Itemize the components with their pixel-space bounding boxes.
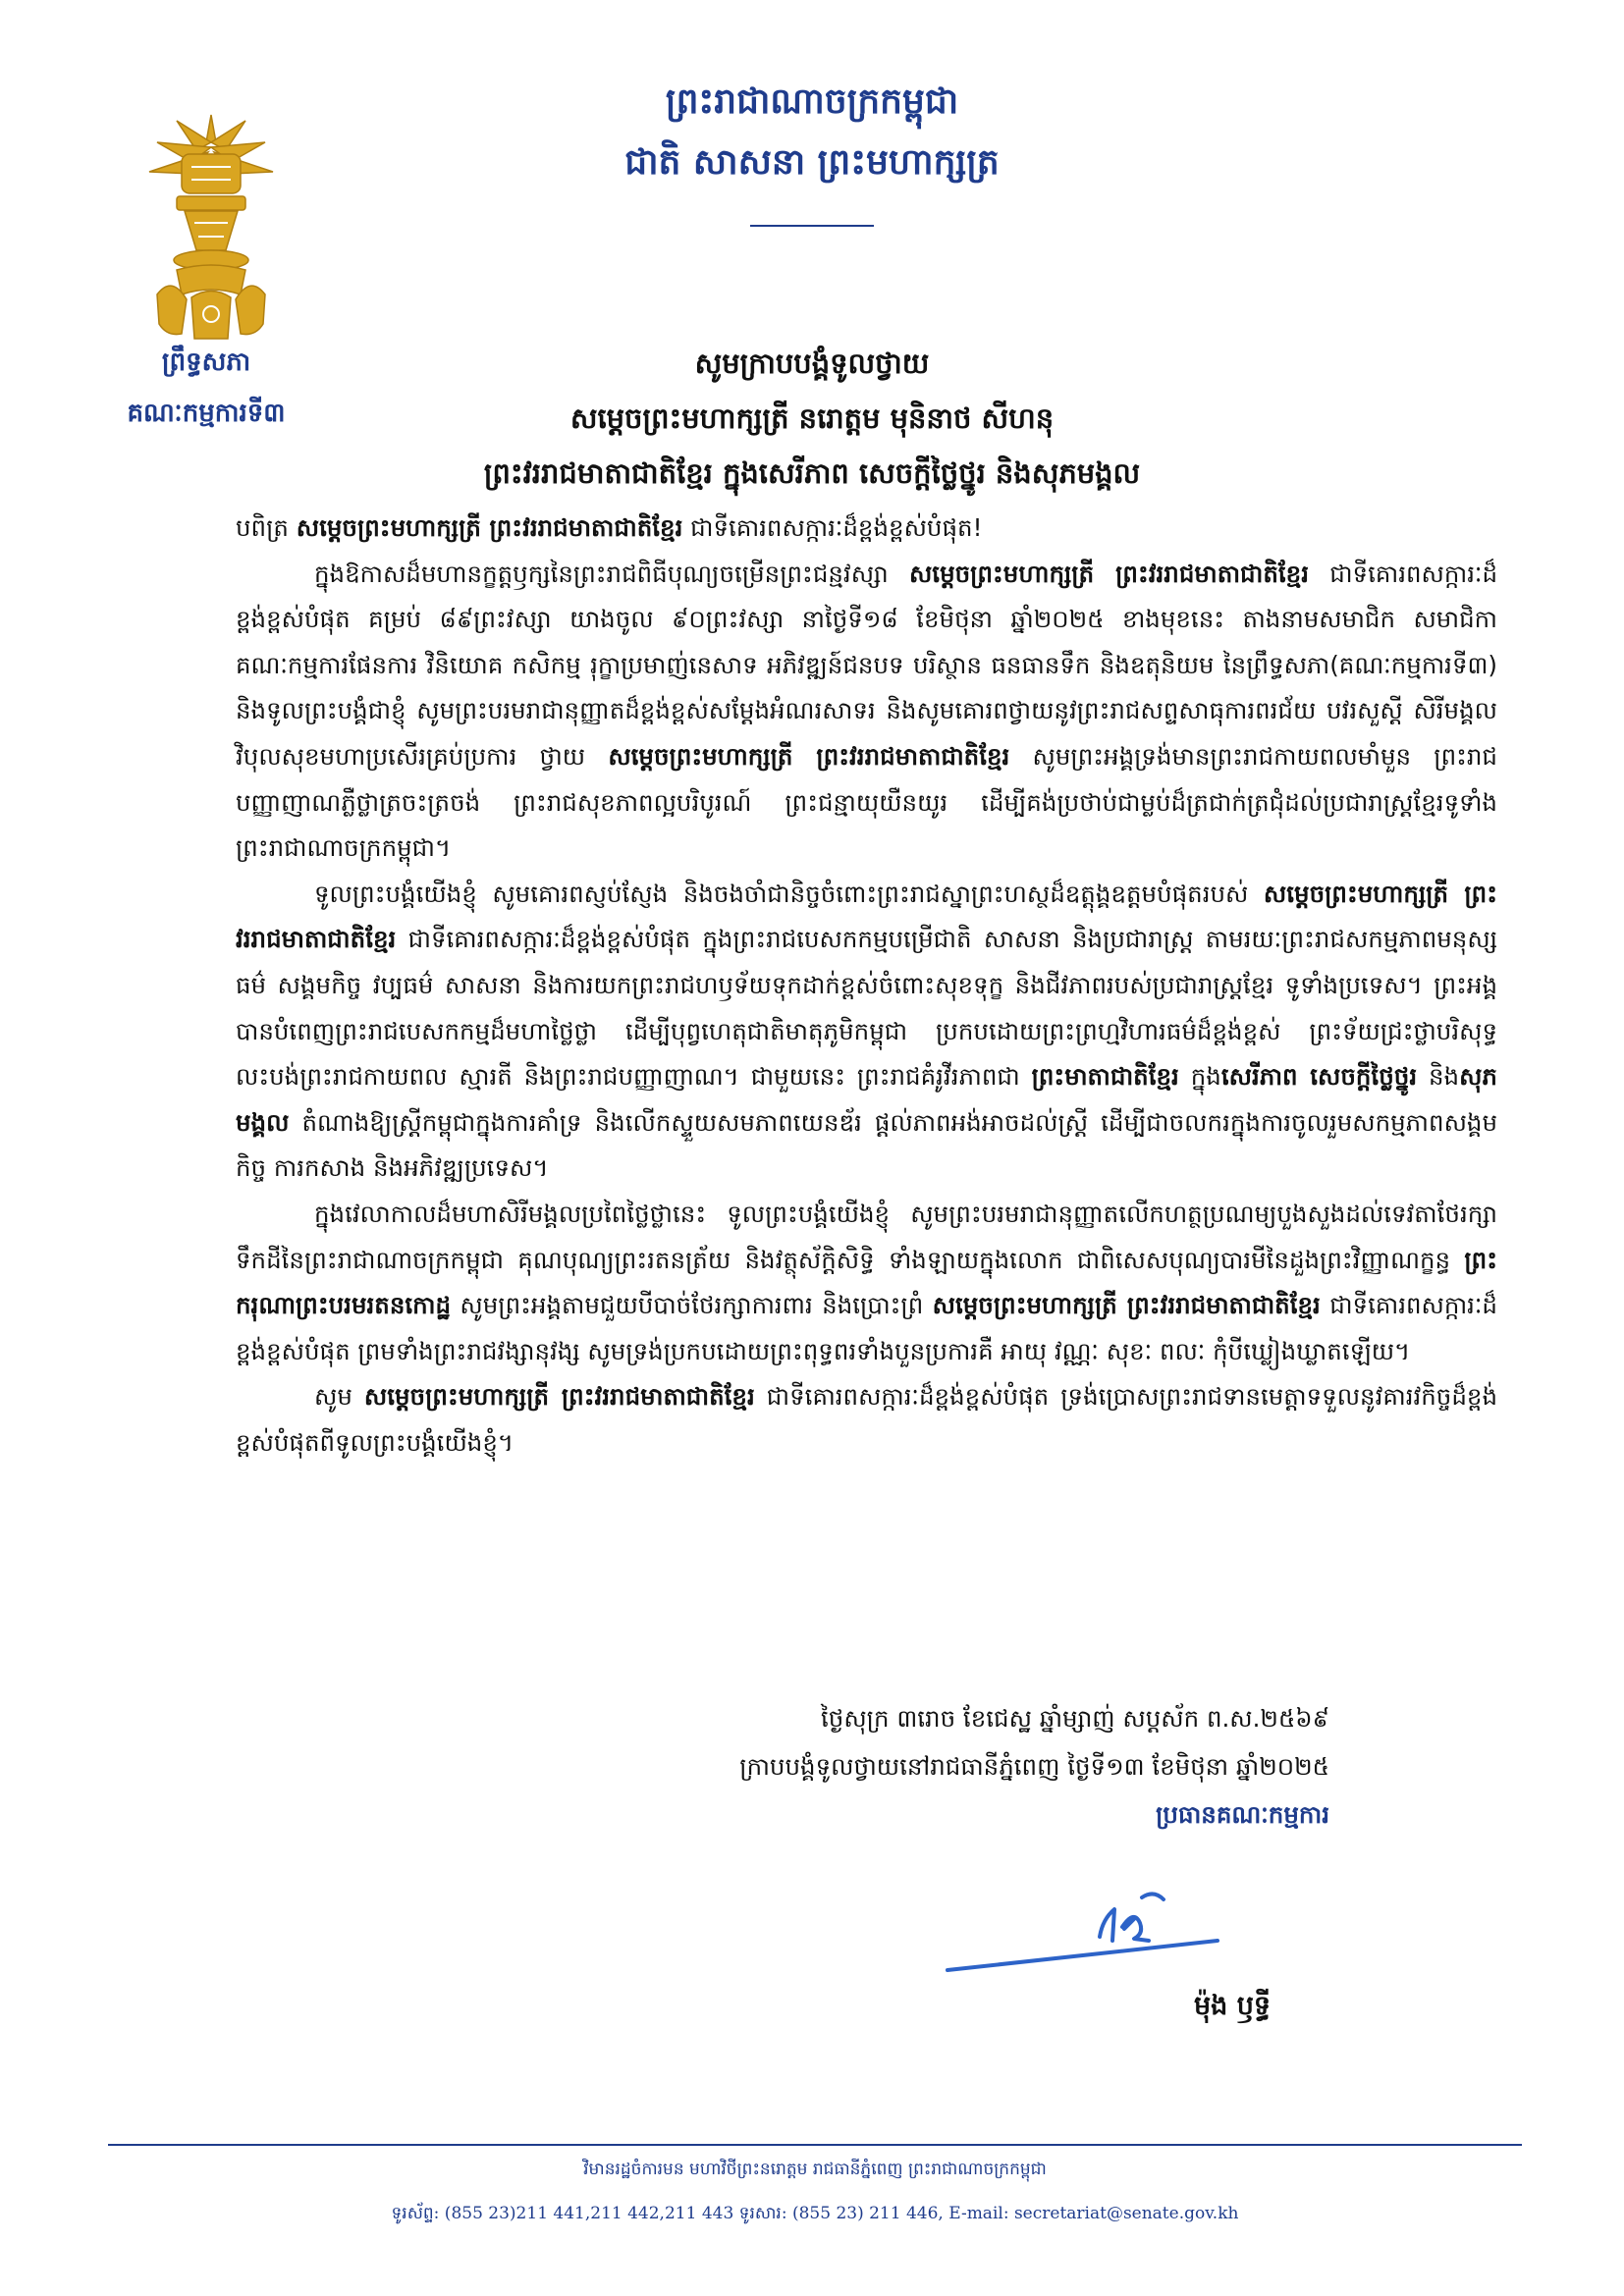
footer-contact: ទូរស័ព្ទ: (855 23)211 441,211 442,211 443 ទូរសារ: (855 23) 211 446, E-mail: secretariat@senate.gov.kh (391, 2204, 1239, 2223)
paragraph-1 (236, 552, 1497, 872)
signer-title: ប្រធានគណៈកម្មការ (1156, 1800, 1329, 1829)
signature-icon (938, 1880, 1222, 1988)
p1-text-a: ក្នុងឱកាសដ៏មហានក្ខត្តឫក្សនៃព្រះរាជពិធីបុណ្យចម្រើនព្រះជន្មវស្សា (314, 559, 909, 588)
committee-name: គណៈកម្មការទី៣ (127, 399, 286, 428)
p2-text-a: ទូលព្រះបង្គំយើងខ្ញុំ សូមគោរពស្ញប់ស្ញែង និងចងចាំជានិច្ចចំពោះព្រះរាជស្នាព្រះហស្ថដ៏ឧត្តុង្គឧត្តមបំផុតរបស់ (314, 879, 1264, 908)
senate-emblem-icon (147, 113, 275, 344)
p3-text-b: សូមព្រះអង្គតាមជួយបីបាច់ថែរក្សាការពារ និងប្រោះព្រំ (451, 1291, 933, 1320)
footer-address: វិមានរដ្ឋចំការមន មហាវិថីព្រះនរោត្តម រាជធានីភ្នំពេញ ព្រះរាជាណាចក្រកម្ពុជា (583, 2160, 1047, 2179)
p4-name: សម្តេចព្រះមហាក្សត្រី ព្រះវររាជមាតាជាតិខ្មែរ (363, 1382, 755, 1412)
salutation-name: សម្តេចព្រះមហាក្សត្រី ព្រះវររាជមាតាជាតិខ្មែរ (296, 513, 683, 542)
salutation-post: ជាទីគោរពសក្ការៈដ៏ខ្ពង់ខ្ពស់បំផុត! (682, 513, 983, 542)
p2-text-e: តំណាងឱ្យស្ត្រីកម្ពុជាក្នុងការគាំទ្រ និងលើកស្ទួយសមភាពយេនឌ័រ ផ្តល់ភាពអង់អាចដល់ស្ត្រី ដើម្បីជាចលករក្នុងការចូលរួមសកម្មភាពសង្គមកិច្ច ការកសាង និងអភិវឌ្ឍប្រទេស។ (236, 1107, 1497, 1183)
p3-king: ព្រះករុណាព្រះបរមរតនកោដ្ឋ (236, 1245, 1497, 1320)
header-divider (750, 225, 874, 227)
signer-name: ម៉ុង ឫទ្ធី (1194, 1991, 1271, 2021)
p2-mother: ព្រះមាតាជាតិខ្មែរ (1031, 1062, 1179, 1092)
title-line-3: ព្រះវររាជមាតាជាតិខ្មែរ ក្នុងសេរីភាព សេចក្តីថ្លៃថ្នូរ និងសុភមង្គល (483, 456, 1141, 490)
p2-name: សម្តេចព្រះមហាក្សត្រី ព្រះវររាជមាតាជាតិខ្មែរ (236, 879, 1497, 954)
p3-name: សម្តេចព្រះមហាក្សត្រី ព្រះវររាជមាតាជាតិខ្មែរ (932, 1291, 1321, 1320)
p1-text-c: សូមព្រះអង្គទ្រង់មានព្រះរាជកាយពលមាំមួន ព្រះរាជបញ្ញាញាណភ្លឺថ្លាត្រចះត្រចង់ ព្រះរាជសុខភាពល្អបរិបូរណ៍ ព្រះជន្មាយុយឺនយូរ ដើម្បីគង់ប្រថាប់ជាម្លប់ដ៏ត្រជាក់ត្រជុំដល់ប្រជារាស្ត្រខ្មែរទូទាំងព្រះរាជាណាចក្រកម្ពុជា។ (236, 741, 1497, 863)
salutation-pre: បពិត្រ (236, 513, 297, 542)
paragraph-3 (236, 1192, 1497, 1374)
p1-name-2: សម្តេចព្រះមហាក្សត្រី ព្រះវររាជមាតាជាតិខ្មែរ (608, 741, 1010, 771)
title-line-1: សូមក្រាបបង្គំទូលថ្វាយ (694, 347, 930, 380)
motto-heading: ជាតិ សាសនា ព្រះមហាក្សត្រ (624, 142, 1000, 183)
p1-text-b: ជាទីគោរពសក្ការៈដ៏ខ្ពង់ខ្ពស់បំផុត គម្រប់ ៨៩ព្រះវស្សា យាងចូល ៩០ព្រះវស្សា នាថ្ងៃទី១៨ ខែមិថុនា ឆ្នាំ២០២៥ ខាងមុខនេះ តាងនាមសមាជិក សមាជិកាគណៈកម្មការផែនការ វិនិយោគ កសិកម្ម រុក្ខាប្រមាញ់នេសាទ អភិវឌ្ឍន៍ជនបទ បរិស្ថាន ធនធានទឹក និងឧតុនិយម នៃព្រឹទ្ធសភា(គណៈកម្មការទី៣) និងទូលព្រះបង្គំជាខ្ញុំ សូមព្រះបរមរាជានុញ្ញាតដ៏ខ្ពង់ខ្ពស់សម្តែងអំណរសាទរ និងសូមគោរពថ្វាយនូវព្រះរាជសព្ទសាធុការពរជ័យ បវរសួស្តី សិរីមង្គល វិបុលសុខមហាប្រសើរគ្រប់ប្រការ ថ្វាយ (236, 559, 1497, 771)
p4-text-b: ជាទីគោរពសក្ការៈដ៏ខ្ពង់ខ្ពស់បំផុត ទ្រង់ប្រោសព្រះរាជទានមេត្តាទទួលនូវគារវកិច្ចដ៏ខ្ពង់ខ្ពស់បំផុតពីទូលព្រះបង្គំយើងខ្ញុំ។ (236, 1382, 1497, 1457)
organization-name: ព្រឹទ្ធសភា (161, 347, 251, 377)
paragraph-4 (236, 1374, 1497, 1466)
p4-text-a: សូម (314, 1382, 364, 1412)
p2-text-d: និង (1417, 1062, 1460, 1092)
p1-name: សម្តេចព្រះមហាក្សត្រី ព្រះវររាជមាតាជាតិខ្មែរ (908, 559, 1310, 588)
p2-happiness: សុភមង្គល (236, 1062, 1497, 1137)
p3-text-a: ក្នុងវេលាកាលដ៏មហាសិរីមង្គលប្រពៃថ្លៃថ្លានេះ ទូលព្រះបង្គំយើងខ្ញុំ សូមព្រះបរមរាជានុញ្ញាតលើកហត្ថប្រណម្យបួងសួងដល់ទេវតាថែរក្សាទឹកដីនៃព្រះរាជាណាចក្រកម្ពុជា គុណបុណ្យព្រះរតនត្រ័យ និងវត្ថុស័ក្តិសិទ្ធិ ទាំងឡាយក្នុងលោក ជាពិសេសបុណ្យបារមីនៃដួងព្រះវិញ្ញាណក្ខន្ធ (236, 1199, 1497, 1274)
letter-body (236, 506, 1497, 1466)
salutation (236, 506, 1497, 552)
lunar-date: ថ្ងៃសុក្រ ៣រោច ខែជេស្ឋ ឆ្នាំម្សាញ់ សប្តស័ក ព.ស.២៥៦៩ (821, 1704, 1329, 1733)
paragraph-2 (236, 872, 1497, 1192)
p2-text-c: ក្នុង (1178, 1062, 1221, 1092)
kingdom-heading: ព្រះរាជាណាចក្រកម្ពុជា (665, 81, 959, 122)
title-line-2: សម្តេចព្រះមហាក្សត្រី នរោត្តម មុនិនាថ សីហនុ (569, 401, 1055, 435)
p2-freedom: សេរីភាព សេចក្តីថ្លៃថ្នូរ (1220, 1062, 1418, 1092)
p2-text-b: ជាទីគោរពសក្ការៈដ៏ខ្ពង់ខ្ពស់បំផុត ក្នុងព្រះរាជបេសកកម្មបម្រើជាតិ សាសនា និងប្រជារាស្ត្រ តាមរយៈព្រះរាជសកម្មភាពមនុស្សធម៌ សង្គមកិច្ច វប្បធម៌ សាសនា និងការយកព្រះរាជហឫទ័យទុកដាក់ខ្ពស់ចំពោះសុខទុក្ខ និងជីវភាពរបស់ប្រជារាស្ត្រខ្មែរ ទូទាំងប្រទេស។ ព្រះអង្គបានបំពេញព្រះរាជបេសកកម្មដ៏មហាថ្លៃថ្លា ដើម្បីបុព្វហេតុជាតិមាតុភូមិកម្ពុជា ប្រកបដោយព្រះព្រហ្មវិហារធម៌ដ៏ខ្ពង់ខ្ពស់ ព្រះទ័យជ្រះថ្លាបរិសុទ្ធ លះបង់ព្រះរាជកាយពល ស្មារតី និងព្រះរាជបញ្ញាញាណ។ ជាមួយនេះ ព្រះរាជគំរូវីរភាពជា (236, 925, 1497, 1092)
p3-text-c: ជាទីគោរពសក្ការៈដ៏ខ្ពង់ខ្ពស់បំផុត ព្រមទាំងព្រះរាជវង្សានុវង្ស សូមទ្រង់ប្រកបដោយព្រះពុទ្ធពរទាំងបួនប្រការគឺ អាយុ វណ្ណៈ សុខៈ ពលៈ កុំបីឃ្លៀងឃ្លាតឡើយ។ (236, 1291, 1497, 1365)
place-date: ក្រាបបង្គំទូលថ្វាយនៅរាជធានីភ្នំពេញ ថ្ងៃទី១៣ ខែមិថុនា ឆ្នាំ២០២៥ (739, 1752, 1329, 1781)
footer-divider (108, 2144, 1522, 2146)
